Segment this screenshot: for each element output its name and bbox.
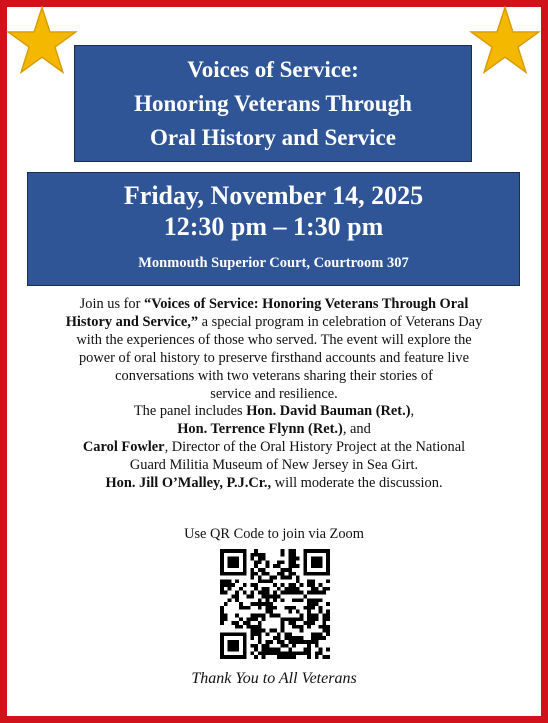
panelist-name: Carol Fowler xyxy=(82,439,165,456)
body-text: Join us for xyxy=(79,296,145,312)
body-text: Guard Militia Museum of New Jersey in Sea Girt. xyxy=(129,457,419,474)
moderator-name: Hon. Jill O’Malley, P.J.Cr., xyxy=(105,475,272,492)
zoom-caption: Use QR Code to join via Zoom xyxy=(184,526,364,542)
event-date: Friday, November 14, 2025 xyxy=(123,181,424,210)
title-line: Oral History and Service xyxy=(150,125,396,150)
qr-code-icon[interactable] xyxy=(220,549,330,659)
panelist-name: Hon. Terrence Flynn (Ret.) xyxy=(177,421,343,438)
date-time-box xyxy=(27,172,520,286)
body-text: a special program in celebration of Veterans Day xyxy=(198,313,483,330)
title-line: Voices of Service: xyxy=(187,57,359,82)
program-name: History and Service,” xyxy=(65,313,199,330)
body-text: will moderate the discussion. xyxy=(271,475,443,492)
event-venue: Monmouth Superior Court, Courtroom 307 xyxy=(138,255,409,271)
closing-line: Thank You to All Veterans xyxy=(191,670,357,687)
panelist-name: Hon. David Bauman (Ret.) xyxy=(246,403,411,420)
body-text: , xyxy=(410,403,415,420)
title-line: Honoring Veterans Through xyxy=(134,91,412,116)
body-text: service and resilience. xyxy=(210,385,338,402)
program-name: “Voices of Service: Honoring Veterans Through Oral xyxy=(144,296,469,312)
body-text: conversations with two veterans sharing their stories of xyxy=(115,367,433,384)
body-text: , and xyxy=(342,421,371,438)
event-description xyxy=(20,296,528,493)
event-title xyxy=(74,45,472,162)
body-text: with the experiences of those who served. The event will explore the xyxy=(76,331,472,348)
star-icon xyxy=(469,6,541,78)
star-icon xyxy=(6,6,78,78)
body-text: power of oral history to preserve firsthand accounts and feature live xyxy=(78,349,469,366)
body-text: , Director of the Oral History Project at the National xyxy=(164,439,466,456)
body-text: The panel includes xyxy=(133,403,247,420)
event-time: 12:30 pm – 1:30 pm xyxy=(163,212,384,241)
